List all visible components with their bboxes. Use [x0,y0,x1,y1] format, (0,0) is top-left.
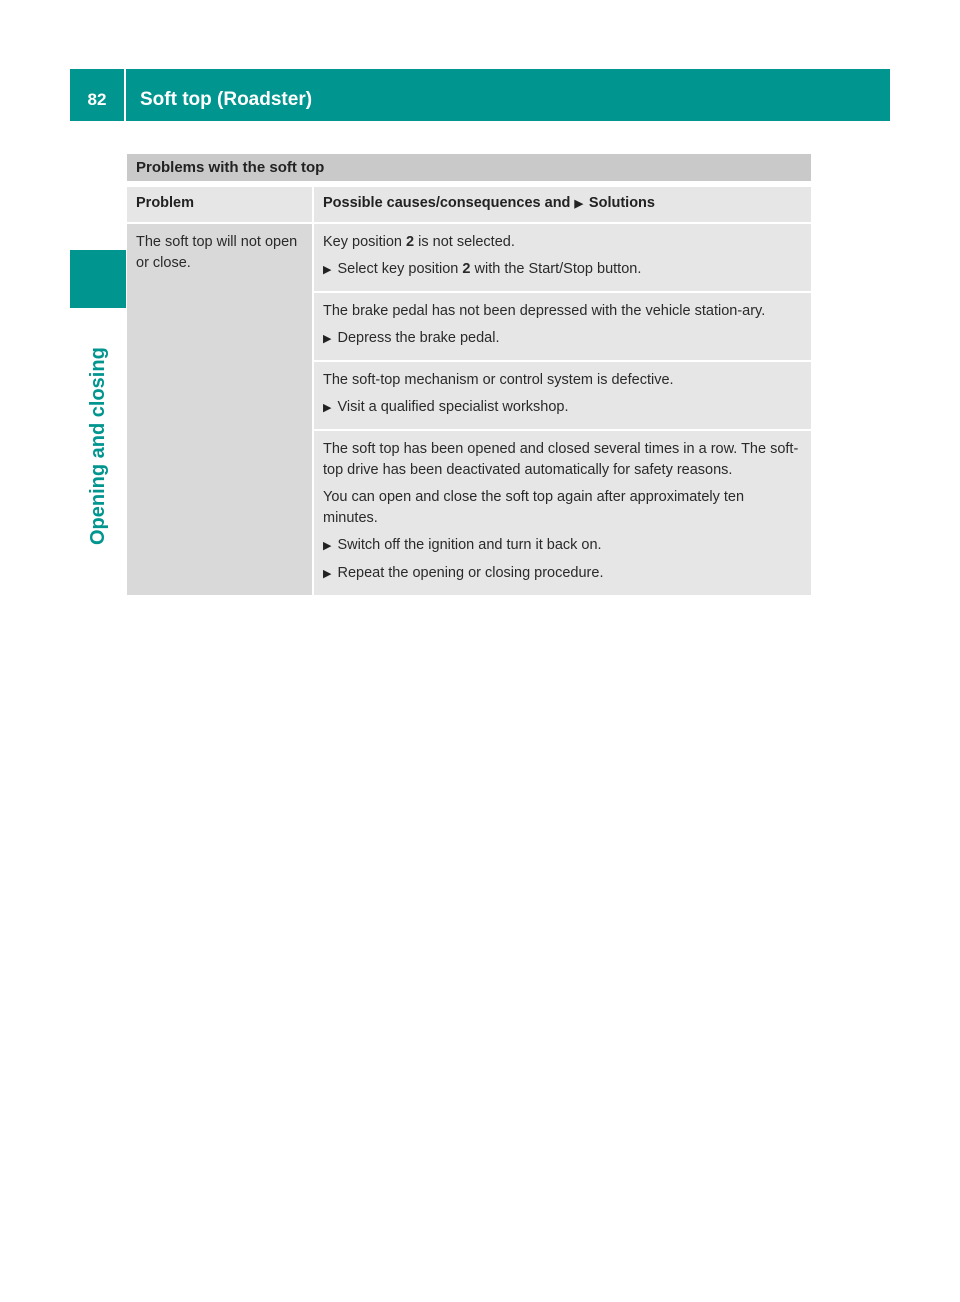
solution-step [323,563,802,585]
section-title: Soft top (Roadster) [140,89,313,110]
solution-step [323,397,802,419]
arrow-icon: ▶ [574,198,583,210]
cause-text: The soft top has been opened and closed several times in a row. The soft-top drive has been deactivated automatically for safety reasons. [323,441,799,478]
cause-block [314,224,811,291]
column-header-solutions [314,187,811,222]
key-position-number: 2 [406,234,415,250]
step-text: Visit a qualified specialist workshop. [337,399,569,415]
chapter-label: Opening and closing [87,347,109,545]
arrow-icon: ▶ [323,264,332,276]
causes-column [314,224,811,595]
arrow-icon: ▶ [323,402,332,414]
cause-text: The brake pedal has not been depressed with the vehicle station-ary. [323,303,766,319]
column-header-solutions-text: Possible causes/consequences and [323,195,575,211]
step-text: Switch off the ignition and turn it back on. [337,537,602,553]
solution-step [323,259,802,281]
arrow-icon: ▶ [323,333,332,345]
solution-step [323,328,802,350]
step-text: Depress the brake pedal. [337,330,500,346]
step-text: Repeat the opening or closing procedure. [337,565,604,581]
cause-text: The soft-top mechanism or control system is defective. [323,372,674,388]
page-number: 82 [70,69,126,121]
cause-block [314,293,811,360]
problem-cell: The soft top will not open or close. [127,224,312,595]
key-position-number: 2 [462,261,471,277]
arrow-icon: ▶ [323,540,332,552]
cause-text [323,232,802,253]
cause-text: You can open and close the soft top again after approximately ten minutes. [323,489,745,526]
cause-text-part: Key position [323,234,407,250]
arrow-icon: ▶ [323,568,332,580]
solution-step [323,535,802,557]
column-header-solutions-label: Solutions [588,195,655,211]
column-header-problem: Problem [127,187,312,222]
chapter-tab [70,250,126,308]
cause-block [314,362,811,429]
cause-block [314,431,811,595]
table-header-row [127,187,811,222]
cause-text-part: is not selected. [414,234,515,250]
page-header [70,69,890,121]
table-title: Problems with the soft top [127,154,811,181]
step-text-part: Select key position [337,261,463,277]
problems-table [127,154,811,595]
table-row [127,224,811,595]
step-text-part: with the Start/Stop button. [470,261,642,277]
